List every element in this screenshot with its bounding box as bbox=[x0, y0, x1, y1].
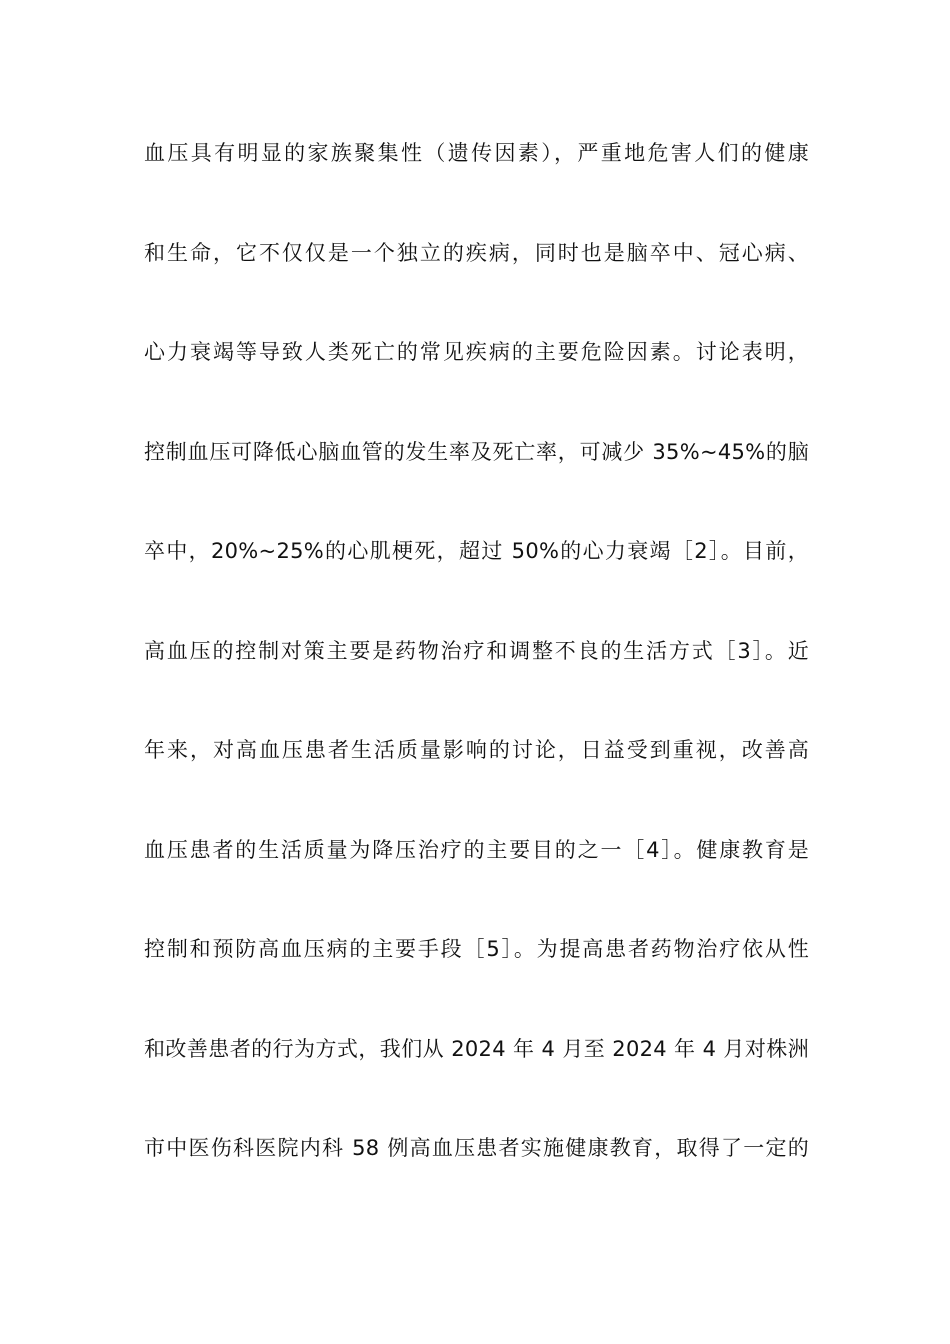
text-line: 高血压的控制对策主要是药物治疗和调整不良的生活方式［3］。近 bbox=[144, 638, 809, 663]
body-text bbox=[144, 131, 809, 1226]
text-line: 血压具有明显的家族聚集性（遗传因素），严重地危害人们的健康 bbox=[144, 141, 809, 165]
text-line: 心力衰竭等导致人类死亡的常见疾病的主要危险因素。讨论表明， bbox=[144, 340, 809, 364]
text-line: 市中医伤科医院内科 58 例高血压患者实施健康教育，取得了一定的 bbox=[144, 1136, 809, 1160]
text-line: 卒中，20%~25%的心肌梗死，超过 50%的心力衰竭［2］。目前， bbox=[144, 539, 809, 563]
text-line: 血压患者的生活质量为降压治疗的主要目的之一［4］。健康教育是 bbox=[144, 837, 809, 862]
text-line: 和改善患者的行为方式，我们从 2024 年 4 月至 2024 年 4 月对株洲 bbox=[144, 1036, 809, 1061]
text-line: 控制和预防高血压病的主要手段［5］。为提高患者药物治疗依从性 bbox=[144, 937, 809, 961]
text-line: 年来，对高血压患者生活质量影响的讨论，日益受到重视，改善高 bbox=[144, 738, 809, 762]
text-line: 控制血压可降低心脑血管的发生率及死亡率，可减少 35%~45%的脑 bbox=[144, 439, 809, 464]
text-line: 和生命，它不仅仅是一个独立的疾病，同时也是脑卒中、冠心病、 bbox=[144, 240, 809, 265]
